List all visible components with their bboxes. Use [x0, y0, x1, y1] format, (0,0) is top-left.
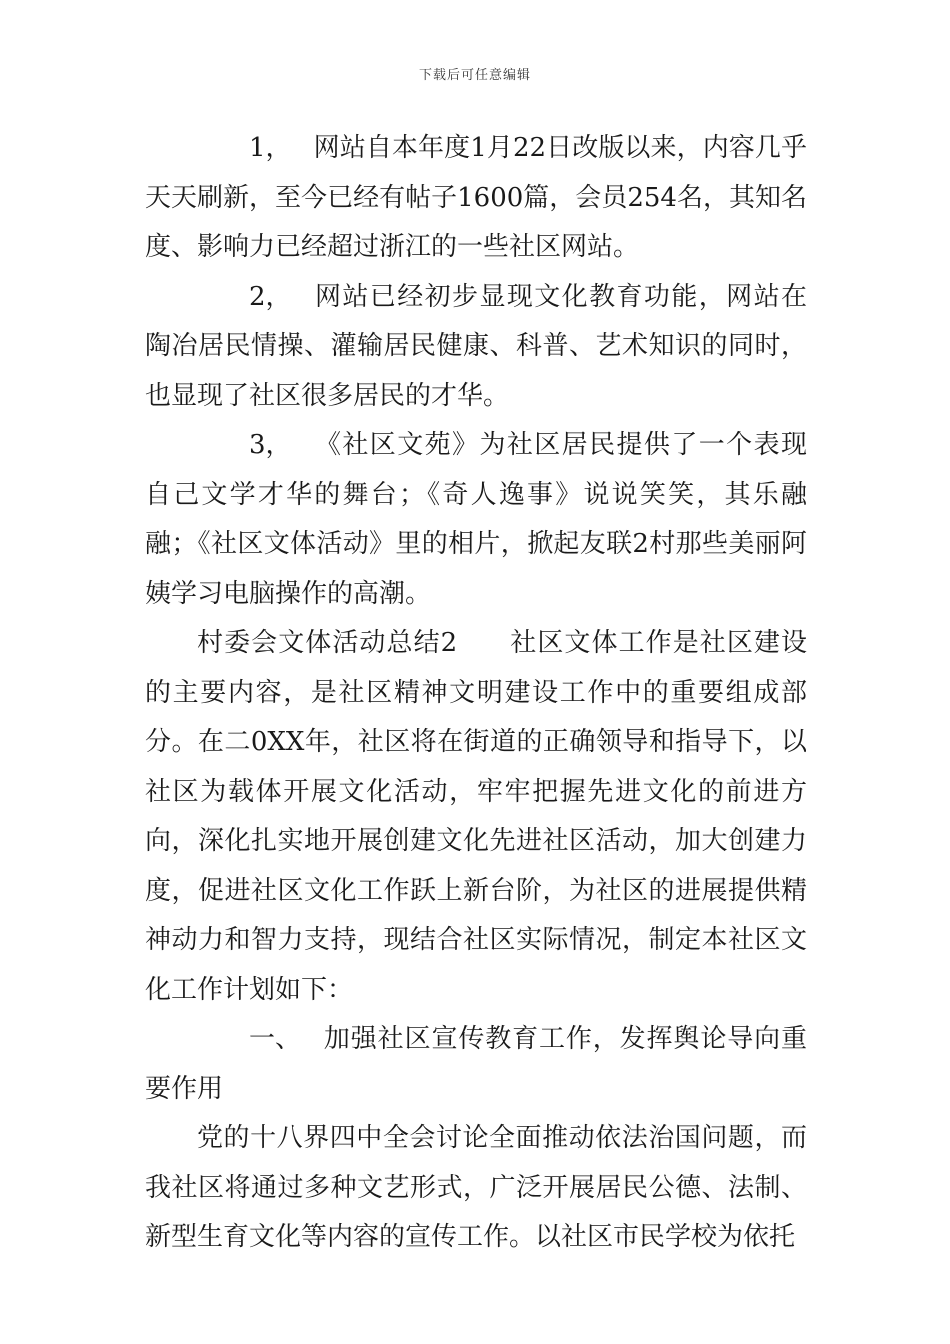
body-paragraph: 党的十八界四中全会讨论全面推动依法治国问题，而我社区将通过多种文艺形式，广泛开展居民公德、法制、新型生育文化等内容的宣传工作。以社区市民学校为依托: [145, 1123, 807, 1252]
list-number: 3，: [249, 430, 292, 460]
list-item-text: 《社区文苑》为社区居民提供了一个表现自己文学才华的舞台；《奇人逸事》说说笑笑，其乐融融；《社区文体活动》里的相片，掀起友联2村那些美丽阿姨学习电脑操作的高潮。: [145, 430, 807, 609]
list-item-text: 网站自本年度1月22日改版以来，内容几乎天天刷新，至今已经有帖子1600篇，会员254名，其知名度、影响力已经超过浙江的一些社区网站。: [145, 133, 807, 262]
list-number: 2，: [249, 281, 292, 312]
heading-one: [145, 1015, 807, 1114]
page-header-note: 下载后可任意编辑: [418, 68, 531, 83]
heading-text: 加强社区宣传教育工作，发挥舆论导向重要作用: [145, 1024, 807, 1104]
list-item-text: 网站已经初步显现文化教育功能，网站在陶冶居民情操、灌输居民健康、科普、艺术知识的同时，也显现了社区很多居民的才华。: [145, 281, 807, 411]
list-item-1: [145, 124, 807, 273]
document-body: [145, 124, 807, 1263]
section-paragraph: [145, 619, 807, 1015]
heading-number: 一、: [249, 1024, 302, 1054]
list-item-3: [145, 421, 807, 619]
list-number: 1，: [249, 133, 292, 163]
section-title: 村委会文体活动总结2: [197, 628, 458, 658]
list-item-2: [145, 273, 807, 422]
section-text: 社区文体工作是社区建设的主要内容，是社区精神文明建设工作中的重要组成部分。在二0XX年，社区将在街道的正确领导和指导下，以社区为载体开展文化活动，牢牢把握先进文化的前进方向，深化扎实地开展创建文化先进社区活动，加大创建力度，促进社区文化工作跃上新台阶，为社区的进展提供精神动力和智力支持，现结合社区实际情况，制定本社区文化工作计划如下：: [145, 628, 807, 1005]
